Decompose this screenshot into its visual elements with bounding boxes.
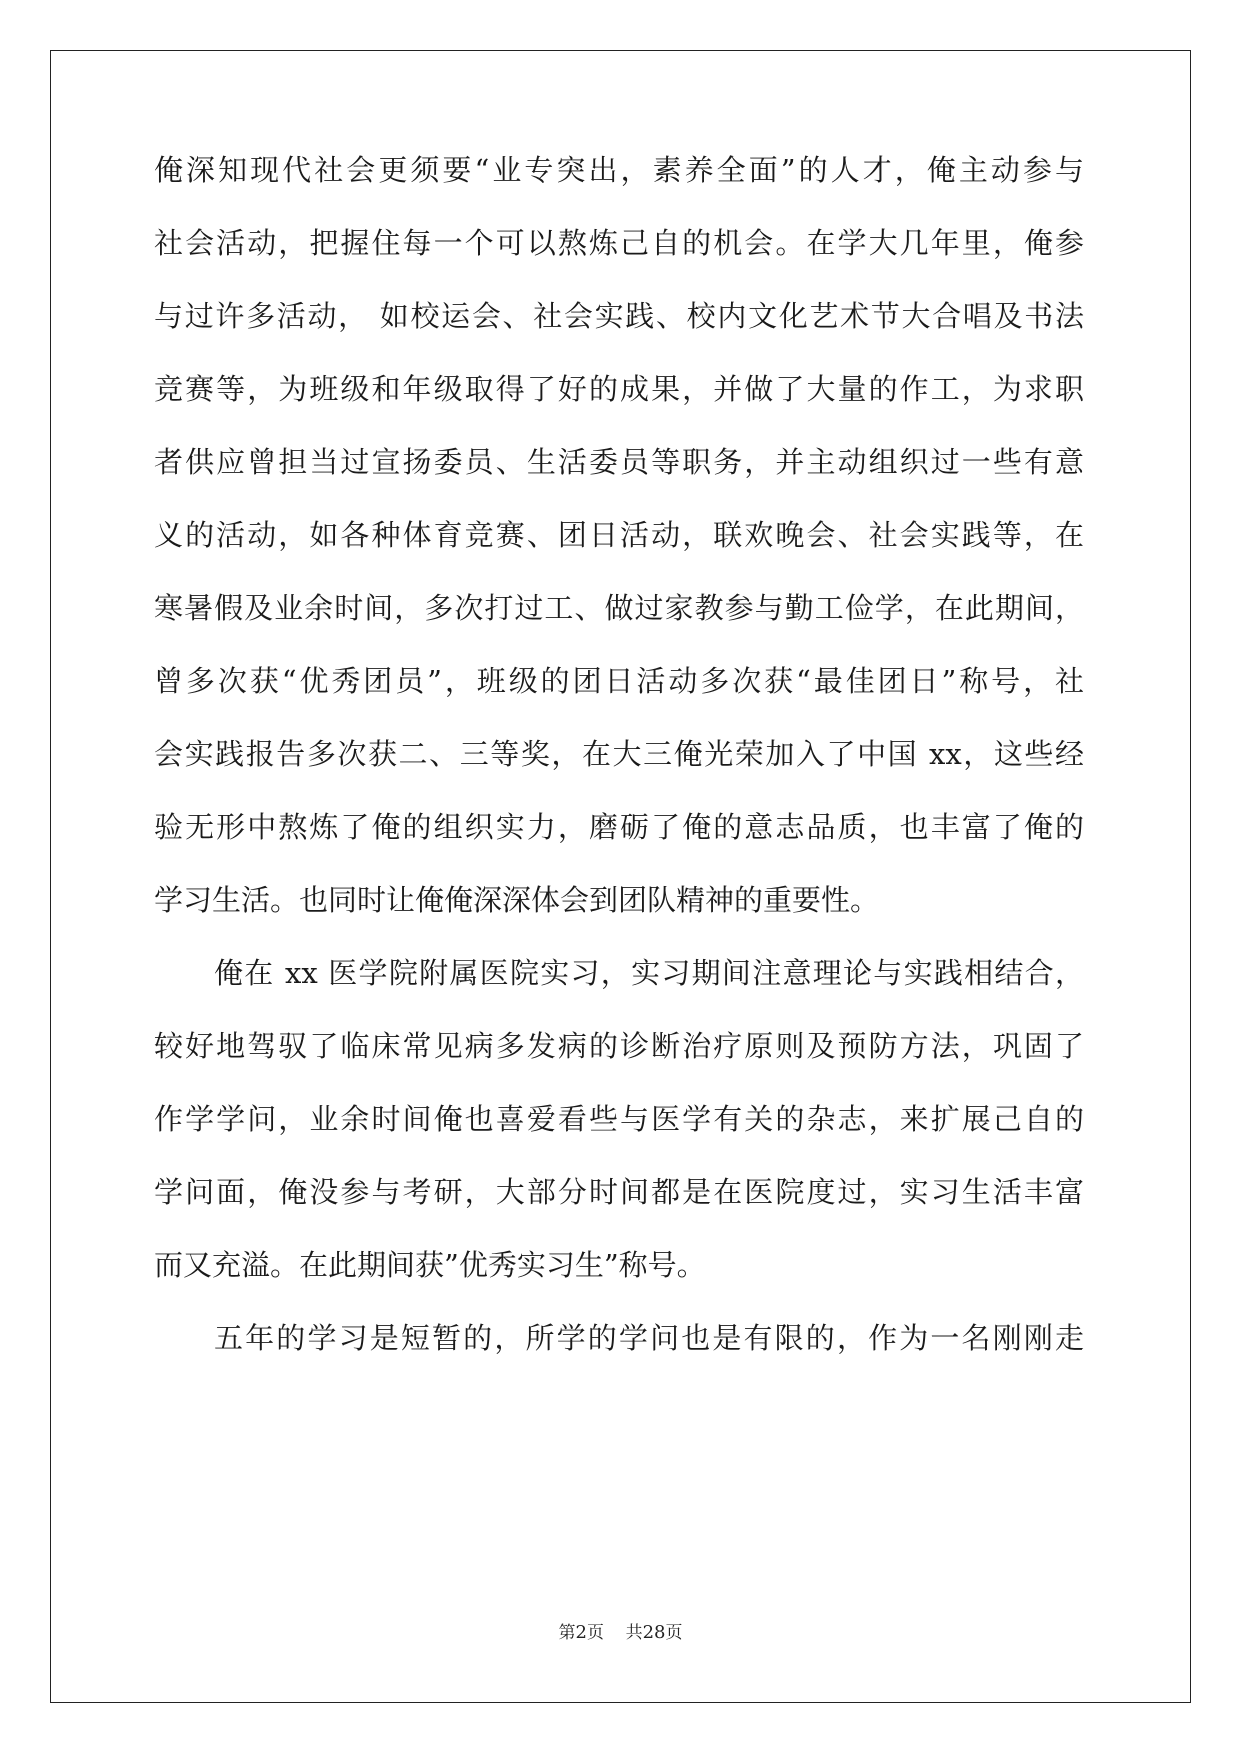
paragraph-1-line-1: 俺深知现代社会更须要“业专突出，素养全面”的人才，俺主动参与 xyxy=(154,153,1084,187)
paragraph-2-line-3: 作学学问，业余时间俺也喜爱看些与医学有关的杂志，来扩展己自的 xyxy=(154,1102,1084,1136)
paragraph-1-line-11: 学习生活。也同时让俺俺深深体会到团队精神的重要性。 xyxy=(154,883,880,917)
paragraph-1-line-7: 寒暑假及业余时间，多次打过工、做过家教参与勤工俭学，在此期间， xyxy=(154,591,1084,625)
paragraph-1-line-8: 曾多次获“优秀团员”，班级的团日活动多次获“最佳团日”称号，社 xyxy=(154,664,1084,698)
paragraph-1-line-4: 竞赛等，为班级和年级取得了好的成果，并做了大量的作工，为求职 xyxy=(154,372,1084,406)
paragraph-3-line-1: 五年的学习是短暂的，所学的学问也是有限的，作为一名刚刚走 xyxy=(214,1321,1084,1355)
paragraph-2-line-1: 俺在 xx 医学院附属医院实习，实习期间注意理论与实践相结合， xyxy=(214,956,1084,990)
paragraph-1-line-5: 者供应曾担当过宣扬委员、生活委员等职务，并主动组织过一些有意 xyxy=(154,445,1084,479)
footer-page-prefix: 第 xyxy=(558,1623,576,1643)
footer-page-number: 2 xyxy=(575,1622,587,1643)
paragraph-1-line-6: 义的活动，如各种体育竞赛、团日活动，联欢晚会、社会实践等，在 xyxy=(154,518,1084,552)
footer-total-prefix: 共 xyxy=(625,1623,643,1643)
footer-page-suffix: 页 xyxy=(586,1623,604,1643)
paragraph-2-line-2: 较好地驾驭了临床常见病多发病的诊断治疗原则及预防方法，巩固了 xyxy=(154,1029,1084,1063)
paragraph-2-line-5: 而又充溢。在此期间获”优秀实习生”称号。 xyxy=(154,1248,706,1282)
page-footer xyxy=(0,1621,1241,1645)
footer-total-pages: 28 xyxy=(642,1622,666,1643)
paragraph-1-line-3: 与过许多活动， 如校运会、社会实践、校内文化艺术节大合唱及书法 xyxy=(154,299,1084,333)
paragraph-2-line-4: 学问面，俺没参与考研，大部分时间都是在医院度过，实习生活丰富 xyxy=(154,1175,1084,1209)
footer-total-suffix: 页 xyxy=(665,1623,683,1643)
paragraph-1-line-2: 社会活动，把握住每一个可以熬炼己自的机会。在学大几年里，俺参 xyxy=(154,226,1084,260)
paragraph-1-line-10: 验无形中熬炼了俺的组织实力，磨砺了俺的意志品质，也丰富了俺的 xyxy=(154,810,1084,844)
paragraph-1-line-9: 会实践报告多次获二、三等奖，在大三俺光荣加入了中国 xx，这些经 xyxy=(154,737,1084,771)
